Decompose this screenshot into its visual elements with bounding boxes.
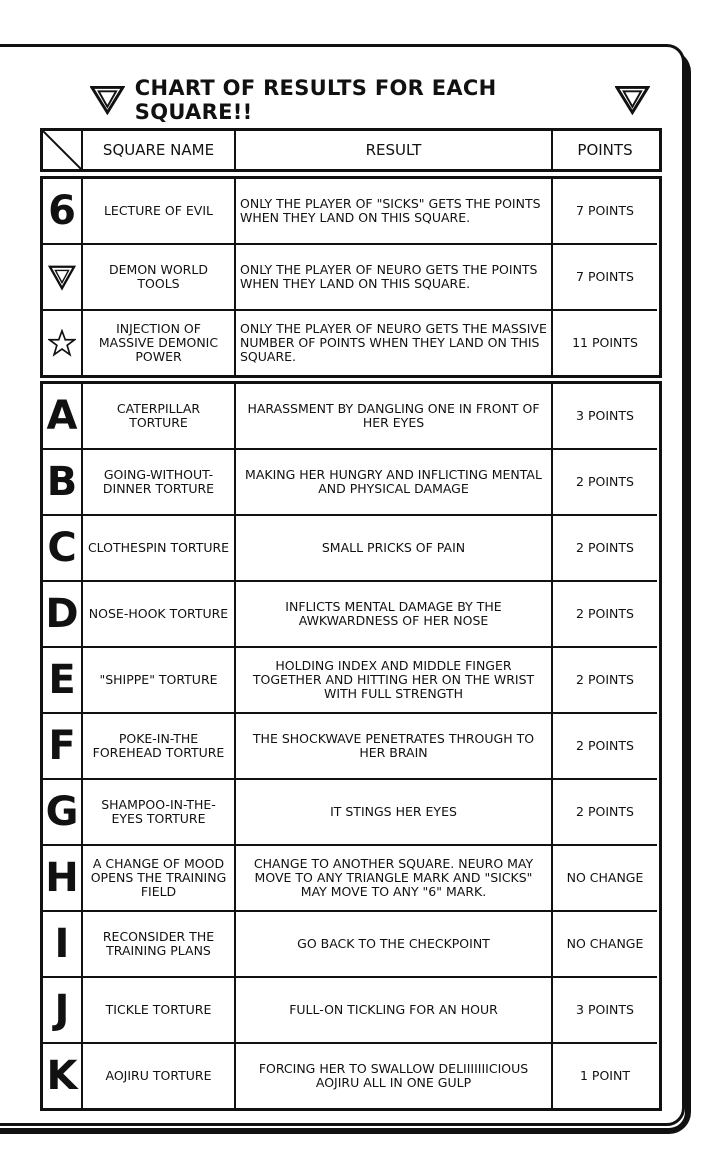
square-name: CLOTHESPIN TORTURE <box>83 516 236 582</box>
row-mark: G <box>43 780 83 846</box>
header-points: POINTS <box>577 141 633 159</box>
special-section <box>40 176 662 378</box>
points: 7 POINTS <box>553 179 657 245</box>
table-row <box>43 912 659 978</box>
result: HOLDING INDEX AND MIDDLE FINGER TOGETHER AND HITTING HER ON THE WRIST WITH FULL STRENGTH <box>236 648 553 714</box>
result: SMALL PRICKS OF PAIN <box>236 516 553 582</box>
points: 2 POINTS <box>553 648 657 714</box>
diagonal-line <box>43 131 81 169</box>
square-name: AOJIRU TORTURE <box>83 1044 236 1108</box>
row-mark: F <box>43 714 83 780</box>
table-row <box>43 1044 659 1108</box>
square-name: SHAMPOO-IN-THE-EYES TORTURE <box>83 780 236 846</box>
square-name: "SHIPPE" TORTURE <box>83 648 236 714</box>
result: ONLY THE PLAYER OF NEURO GETS THE MASSIVE NUMBER OF POINTS WHEN THEY LAND ON THIS SQUARE. <box>236 311 553 375</box>
table-row <box>43 846 659 912</box>
square-name: POKE-IN-THE FOREHEAD TORTURE <box>83 714 236 780</box>
row-mark <box>43 245 83 311</box>
corner-cell <box>43 131 83 169</box>
row-mark: B <box>43 450 83 516</box>
row-mark: D <box>43 582 83 648</box>
square-name: INJECTION OF MASSIVE DEMONIC POWER <box>83 311 236 375</box>
row-mark: H <box>43 846 83 912</box>
points: 2 POINTS <box>553 780 657 846</box>
row-mark: I <box>43 912 83 978</box>
points: 1 POINT <box>580 1068 630 1083</box>
table-row <box>43 179 659 245</box>
points: 2 POINTS <box>553 582 657 648</box>
letter-section <box>40 381 662 1111</box>
chart-title <box>90 76 650 124</box>
result: IT STINGS HER EYES <box>236 780 553 846</box>
points: 7 POINTS <box>553 245 657 311</box>
square-name: DEMON WORLD TOOLS <box>83 245 236 311</box>
triangle-icon <box>90 85 125 115</box>
title-text: CHART OF RESULTS FOR EACH SQUARE!! <box>134 76 497 124</box>
row-mark: C <box>43 516 83 582</box>
result: FULL-ON TICKLING FOR AN HOUR <box>236 978 553 1044</box>
star-icon <box>48 329 76 357</box>
square-name: TICKLE TORTURE <box>83 978 236 1044</box>
result: HARASSMENT BY DANGLING ONE IN FRONT OF HER EYES <box>236 384 553 450</box>
table-row <box>43 978 659 1044</box>
table-row <box>43 714 659 780</box>
row-mark <box>43 311 83 375</box>
square-name: GOING-WITHOUT-DINNER TORTURE <box>83 450 236 516</box>
square-name: CATERPILLAR TORTURE <box>83 384 236 450</box>
row-mark: J <box>43 978 83 1044</box>
points: NO CHANGE <box>553 912 657 978</box>
row-mark: E <box>43 648 83 714</box>
points: 11 POINTS <box>572 335 638 350</box>
square-name: A CHANGE OF MOOD OPENS THE TRAINING FIELD <box>83 846 236 912</box>
row-mark: K <box>43 1044 83 1108</box>
table-row <box>43 245 659 311</box>
header-result: RESULT <box>236 131 553 169</box>
points: NO CHANGE <box>553 846 657 912</box>
header-row <box>40 128 662 172</box>
result: CHANGE TO ANOTHER SQUARE. NEURO MAY MOVE TO ANY TRIANGLE MARK AND "SICKS" MAY MOVE TO ANY "6" MARK. <box>236 846 553 912</box>
square-name: RECONSIDER THE TRAINING PLANS <box>83 912 236 978</box>
result: THE SHOCKWAVE PENETRATES THROUGH TO HER BRAIN <box>236 714 553 780</box>
table-row <box>43 384 659 450</box>
triangle-icon <box>615 85 650 115</box>
result: FORCING HER TO SWALLOW DELIIIIIIICIOUS AOJIRU ALL IN ONE GULP <box>236 1044 553 1108</box>
points: 2 POINTS <box>553 714 657 780</box>
result: ONLY THE PLAYER OF NEURO GETS THE POINTS WHEN THEY LAND ON THIS SQUARE. <box>236 245 553 311</box>
points: 3 POINTS <box>553 384 657 450</box>
result: MAKING HER HUNGRY AND INFLICTING MENTAL AND PHYSICAL DAMAGE <box>236 450 553 516</box>
header-square-name: SQUARE NAME <box>83 131 236 169</box>
square-name: NOSE-HOOK TORTURE <box>83 582 236 648</box>
table-row <box>43 450 659 516</box>
table-row <box>43 311 659 375</box>
row-mark: 6 <box>43 179 83 245</box>
table-row <box>43 648 659 714</box>
result: INFLICTS MENTAL DAMAGE BY THE AWKWARDNESS OF HER NOSE <box>236 582 553 648</box>
points: 2 POINTS <box>553 450 657 516</box>
table-row <box>43 582 659 648</box>
table-row <box>43 516 659 582</box>
triangle-icon <box>48 263 76 291</box>
table-row <box>43 780 659 846</box>
row-mark: A <box>43 384 83 450</box>
result: GO BACK TO THE CHECKPOINT <box>236 912 553 978</box>
result: ONLY THE PLAYER OF "SICKS" GETS THE POINTS WHEN THEY LAND ON THIS SQUARE. <box>236 179 553 245</box>
points: 2 POINTS <box>553 516 657 582</box>
square-name: LECTURE OF EVIL <box>83 179 236 245</box>
points: 3 POINTS <box>553 978 657 1044</box>
